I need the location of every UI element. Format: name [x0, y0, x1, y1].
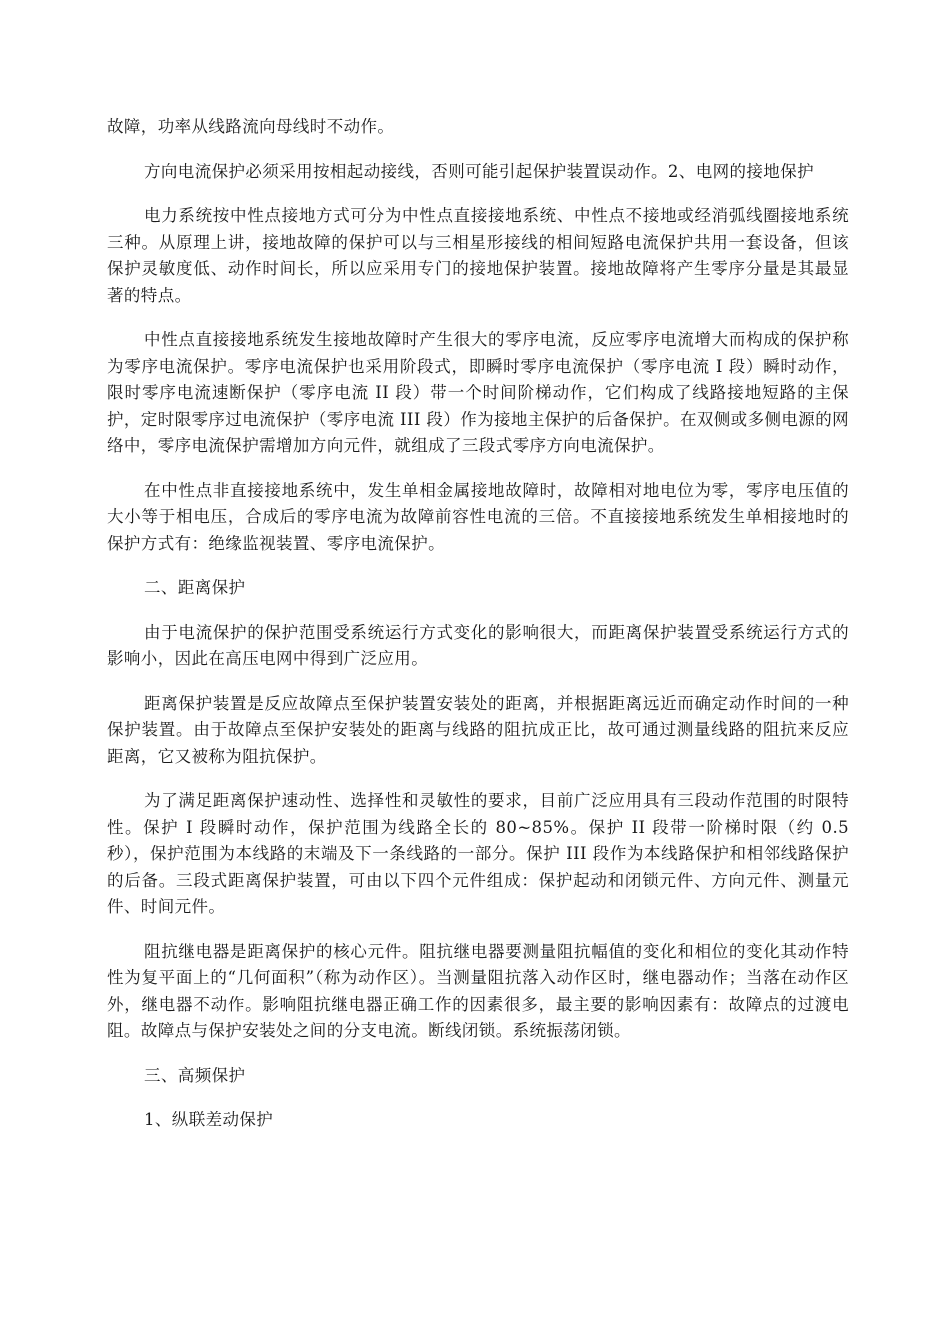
document-page — [107, 114, 849, 1152]
paragraph-ungrounded-system: 在中性点非直接接地系统中，发生单相金属接地故障时，故障相对地电位为零，零序电压值的大小等于相电压，合成后的零序电流为故障前容性电流的三倍。不直接接地系统发生单相接地时的保护方式有：绝缘监视装置、零序电流保护。 — [107, 480, 849, 553]
paragraph-impedance-relay: 阻抗继电器是距离保护的核心元件。阻抗继电器要测量阻抗幅值的变化和相位的变化其动作特性为复平面上的“几何面积”（称为动作区）。当测量阻抗落入动作区时，继电器动作；当落在动作区外，继电器不动作。影响阻抗继电器正确工作的因素很多，最主要的影响因素有：故障点的过渡电阻。故障点与保护安装处之间的分支电流。断线闭锁。系统振荡闭锁。 — [107, 941, 849, 1040]
paragraph-continuation: 故障，功率从线路流向母线时不动作。 — [107, 117, 395, 136]
section-heading-high-frequency-protection: 三、高频保护 — [144, 1065, 246, 1085]
paragraph-directional-current: 方向电流保护必须采用按相起动接线，否则可能引起保护装置误动作。2、电网的接地保护 — [144, 161, 814, 181]
subsection-heading-longitudinal-differential: 1、纵联差动保护 — [144, 1110, 274, 1129]
paragraph-distance-definition: 距离保护装置是反应故障点至保护装置安装处的距离，并根据距离远近而确定动作时间的一种保护装置。由于故障点至保护安装处的距离与线路的阻抗成正比，故可通过测量线路的阻抗来反应距离，它又被称为阻抗保护。 — [107, 693, 849, 766]
paragraph-three-stage-distance: 为了满足距离保护速动性、选择性和灵敏性的要求，目前广泛应用具有三段动作范围的时限特性。保护 I 段瞬时动作，保护范围为线路全长的 80~85%。保护 II 段带一阶梯时限（约 0.5 秒），保护范围为本线路的末端及下一条线路的一部分。保护 III 段作为本线路保护和相邻线路保护的后备。三段式距离保护装置，可由以下四个元件组成：保护起动和闭锁元件、方向元件、测量元件、时间元件。 — [107, 791, 849, 916]
paragraph-distance-intro: 由于电流保护的保护范围受系统运行方式变化的影响很大，而距离保护装置受系统运行方式的影响小，因此在高压电网中得到广泛应用。 — [107, 622, 849, 668]
paragraph-grounding-methods: 电力系统按中性点接地方式可分为中性点直接接地系统、中性点不接地或经消弧线圈接地系统三种。从原理上讲，接地故障的保护可以与三相星形接线的相间短路电流保护共用一套设备，但该保护灵敏度低、动作时间长，所以应采用专门的接地保护装置。接地故障将产生零序分量是其最显著的特点。 — [107, 206, 849, 305]
paragraph-zero-sequence-protection: 中性点直接接地系统发生接地故障时产生很大的零序电流，反应零序电流增大而构成的保护称为零序电流保护。零序电流保护也采用阶段式，即瞬时零序电流保护（零序电流 I 段）瞬时动作，限时零序电流速断保护（零序电流 II 段）带一个时间阶梯动作，它们构成了线路接地短路的主保护，定时限零序过电流保护（零序电流 III 段）作为接地主保护的后备保护。在双侧或多侧电源的网络中，零序电流保护需增加方向元件，就组成了三段式零序方向电流保护。 — [107, 330, 849, 455]
section-heading-distance-protection: 二、距离保护 — [144, 578, 246, 597]
